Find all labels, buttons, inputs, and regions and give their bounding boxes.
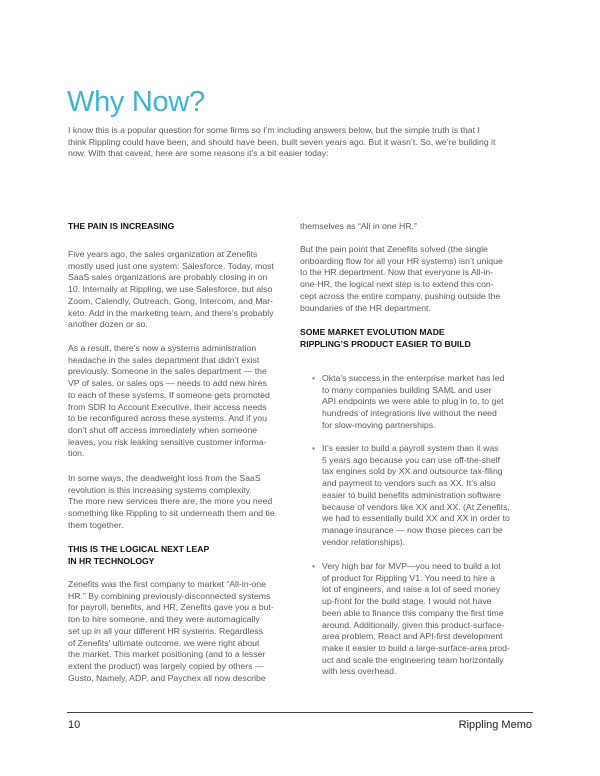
paragraph	[68, 579, 274, 684]
text-line: with less overhead.	[322, 666, 397, 677]
text-line: around. Additionally, given this product-surface-	[322, 619, 505, 630]
text-line: Zoom, Calendly, Outreach, Gong, Intercom, and Mar-	[68, 295, 274, 306]
text-line: Okta’s success in the enterprise market has led	[322, 373, 505, 383]
paragraph	[68, 249, 274, 331]
text-line: leaves, you risk leaking sensitive customer informa-	[68, 436, 267, 447]
text-line: set up in all your different HR systems. Regardless	[68, 625, 263, 636]
text-line: vendor relationships).	[322, 536, 406, 547]
text-line: think Rippling could have been, and should have been, built seven years ago. But it wasn’t. So, we’re building it	[68, 136, 496, 147]
bullet-marker: •	[312, 561, 316, 571]
text-line: the market. This market positioning (and to a lesser	[68, 649, 266, 660]
text-line: up-front for the build stage. I would not have	[322, 596, 492, 607]
bullet-item	[322, 443, 510, 548]
text-line: Very high bar for MVP—you need to build a lot	[322, 561, 501, 571]
text-line: 10. Internally at Rippling, we use Salesforce, but also	[68, 284, 273, 295]
text-line: extent the product) was largely copied by others —	[68, 660, 264, 671]
text-line: SOME MARKET EVOLUTION MADE	[300, 327, 445, 337]
text-line: because of vendors like XX and XX. (At Zenefits,	[322, 501, 510, 512]
section-heading-pain: THE PAIN IS INCREASING	[68, 221, 175, 231]
bullet-marker: •	[312, 373, 316, 383]
text-line: SaaS sales organizations are probably closing in on	[68, 272, 268, 283]
text-line: lot of engineers, and raise a lot of seed money	[322, 584, 501, 595]
text-line: Five years ago, the sales organization at Zenefits	[68, 249, 258, 259]
text-line: one-HR, the logical next step is to extend this con-	[300, 279, 494, 290]
text-line: to many companies building SAML and user	[322, 384, 492, 395]
text-line: been able to finance this company the first time	[322, 607, 504, 618]
text-line: VP of sales, or sales ops — needs to add new hires	[68, 378, 267, 389]
intro-paragraph	[68, 125, 495, 160]
paragraph	[68, 343, 270, 460]
text-line: 5 years ago because you can use off-the-shelf	[322, 454, 501, 465]
bullet-item	[322, 373, 504, 432]
text-line: The more new services there are, the more you need	[68, 496, 273, 507]
text-line: tion.	[68, 448, 85, 459]
text-line: headache in the sales department that didn’t exist	[68, 354, 260, 365]
text-line: something like Rippling to sit underneath them and tie	[68, 508, 275, 519]
text-line: now. With that caveat, here are some reasons it’s a bit easier today:	[68, 148, 329, 159]
text-line: area problem, React and API-first development	[322, 631, 503, 642]
footer-label: Rippling Memo	[458, 719, 532, 731]
text-line: boundaries of the HR department.	[300, 302, 431, 313]
text-line: and payment to vendors such as XX. It’s also	[322, 478, 496, 489]
footer-divider	[67, 712, 533, 713]
bullet-item	[322, 561, 510, 678]
paragraph	[68, 473, 275, 532]
paragraph	[300, 244, 503, 314]
text-line: onboarding flow for all your HR systems) isn’t unique	[300, 255, 503, 266]
text-line: hundreds of integrations live without the need	[322, 408, 497, 419]
text-line: to be reconfigured across these systems. And if you	[68, 413, 267, 424]
text-line: Gusto, Namely, ADP, and Paychex all now describe	[68, 672, 266, 683]
text-line: As a result, there’s now a systems administration	[68, 343, 257, 353]
text-line: from SDR to Account Executive, their access needs	[68, 401, 267, 412]
text-line: to each of these systems. If someone gets promoted	[68, 389, 270, 400]
text-line: keto. Add in the marketing team, and there’s probably	[68, 307, 274, 318]
text-line: ton to hire someone, and they were automagically	[68, 614, 260, 625]
text-line: RIPPLING’S PRODUCT EASIER TO BUILD	[300, 339, 471, 349]
section-heading-market-evolution	[300, 326, 471, 350]
text-line: for slow-moving partnerships.	[322, 419, 436, 430]
text-line: API endpoints we were able to plug in to, to get	[322, 396, 504, 407]
text-line: It’s easier to build a payroll system than it was	[322, 443, 499, 453]
page-title: Why Now?	[67, 86, 205, 118]
text-line: I know this is a popular question for some firms so I’m including answers below, but the simple truth is that I	[68, 125, 480, 135]
text-line: uct and scale the engineering team horizontally	[322, 654, 504, 665]
text-line: tax engines sold by XX and outsource tax-filing	[322, 466, 503, 477]
text-line: revolution is this increasing systems complexity.	[68, 484, 252, 495]
page-number: 10	[68, 719, 81, 731]
text-line: of product for Rippling V1. You need to hire a	[322, 572, 495, 583]
section-heading-logical-leap	[68, 543, 209, 567]
text-line: themselves as “All in one HR.”	[300, 221, 417, 231]
text-line: In some ways, the deadweight loss from the SaaS	[68, 473, 261, 483]
text-line: mostly used just one system: Salesforce. Today, most	[68, 260, 274, 271]
text-line: manage insurance — now those pieces can be	[322, 524, 503, 535]
text-line: Zenefits was the first company to market “All-in-one	[68, 579, 266, 589]
paragraph	[300, 221, 417, 233]
text-line: make it easier to build a large-surface-area prod-	[322, 642, 510, 653]
text-line: cept across the entire company, pushing outside the	[300, 290, 501, 301]
text-line: of Zenefits’ ultimate outcome, we were right about	[68, 637, 260, 648]
text-line: THIS IS THE LOGICAL NEXT LEAP	[68, 544, 210, 554]
text-line: IN HR TECHNOLOGY	[68, 556, 155, 566]
text-line: another dozen or so.	[68, 319, 148, 330]
text-line: to the HR department. Now that everyone is All-in-	[300, 267, 494, 278]
text-line: don’t shut off access immediately when someone	[68, 424, 258, 435]
text-line: previously. Someone in the sales department — the	[68, 366, 267, 377]
text-line: HR.” By combining previously-disconnected systems	[68, 590, 271, 601]
text-line: we had to essentially build XX and XX in order to	[322, 513, 510, 524]
text-line: But the pain point that Zenefits solved (the single	[300, 244, 488, 254]
text-line: for payroll, benefits, and HR, Zenefits gave you a but-	[68, 602, 274, 613]
bullet-marker: •	[312, 443, 316, 453]
text-line: them together.	[68, 519, 124, 530]
text-line: easier to build benefits administration software	[322, 489, 501, 500]
